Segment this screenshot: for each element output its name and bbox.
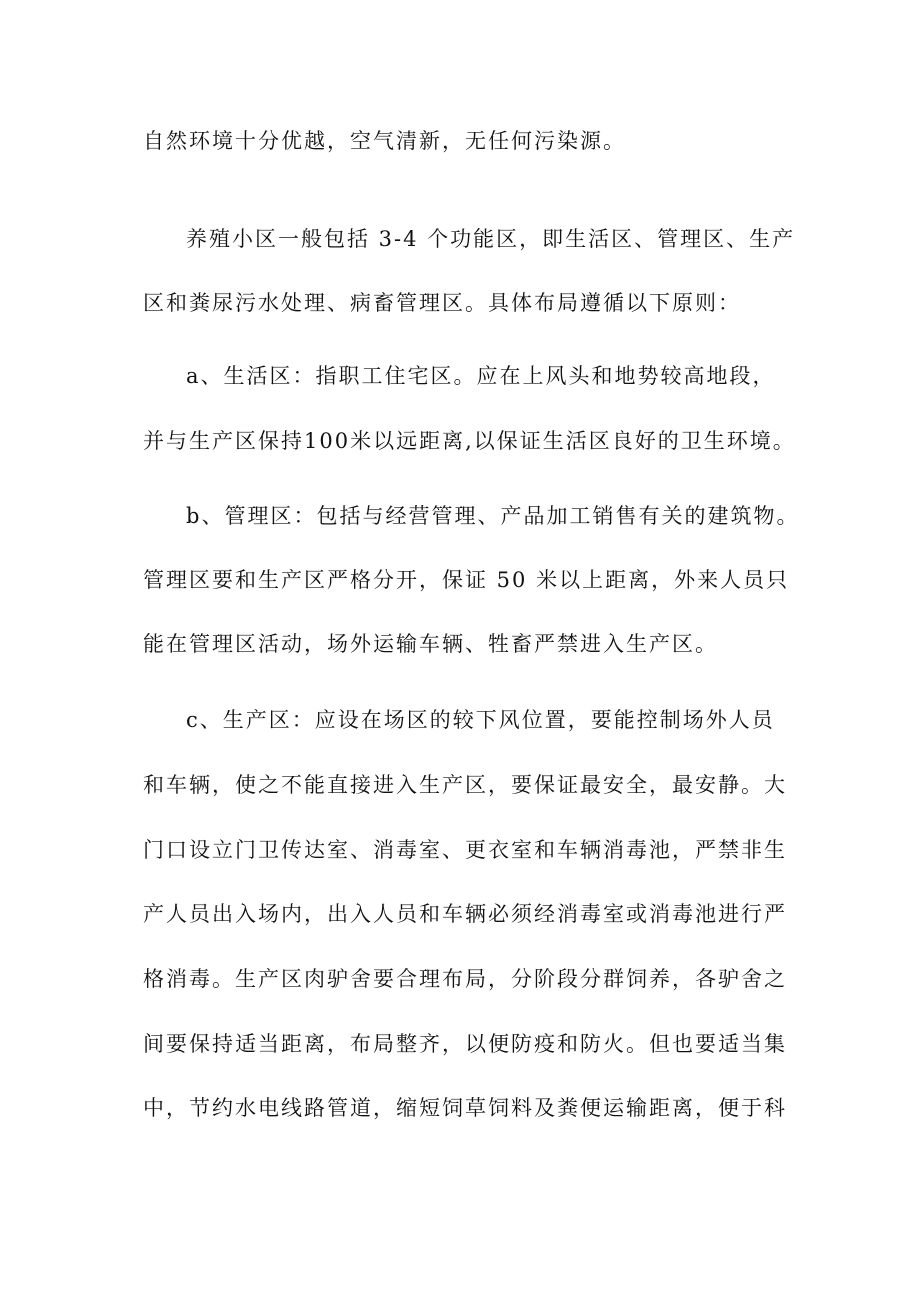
text-line-1: 自然环境十分优越，空气清新，无任何污染源。 <box>143 129 626 153</box>
text-line-9: c、生产区：应设在场区的较下风位置，要能控制场外人员 <box>186 708 775 732</box>
text-line-6: b、管理区：包括与经营管理、产品加工销售有关的建筑物。 <box>186 504 800 528</box>
text-line-5: 并与生产区保持100米以远距离,以保证生活区良好的卫生环境。 <box>143 429 796 453</box>
text-line-13: 格消毒。生产区肉驴舍要合理布局，分阶段分群饲养，各驴舍之 <box>143 967 787 991</box>
text-line-2: 养殖小区一般包括 3-4 个功能区，即生活区、管理区、生产 <box>186 227 796 251</box>
text-line-10: 和车辆，使之不能直接进入生产区，要保证最安全，最安静。大 <box>143 773 787 797</box>
text-line-11: 门口设立门卫传达室、消毒室、更衣室和车辆消毒池，严禁非生 <box>143 838 787 862</box>
text-line-8: 能在管理区活动，场外运输车辆、牲畜严禁进入生产区。 <box>143 632 718 656</box>
text-line-15: 中，节约水电线路管道，缩短饲草饲料及粪便运输距离，便于科 <box>143 1096 787 1120</box>
text-line-12: 产人员出入场内，出入人员和车辆必须经消毒室或消毒池进行严 <box>143 902 787 926</box>
text-line-4: a、生活区：指职工住宅区。应在上风头和地势较高地段， <box>186 364 776 388</box>
text-line-3: 区和粪尿污水处理、病畜管理区。具体布局遵循以下原则： <box>143 291 741 315</box>
text-line-14: 间要保持适当距离，布局整齐，以便防疫和防火。但也要适当集 <box>143 1032 787 1056</box>
text-line-7: 管理区要和生产区严格分开，保证 50 米以上距离，外来人员只 <box>143 568 790 592</box>
